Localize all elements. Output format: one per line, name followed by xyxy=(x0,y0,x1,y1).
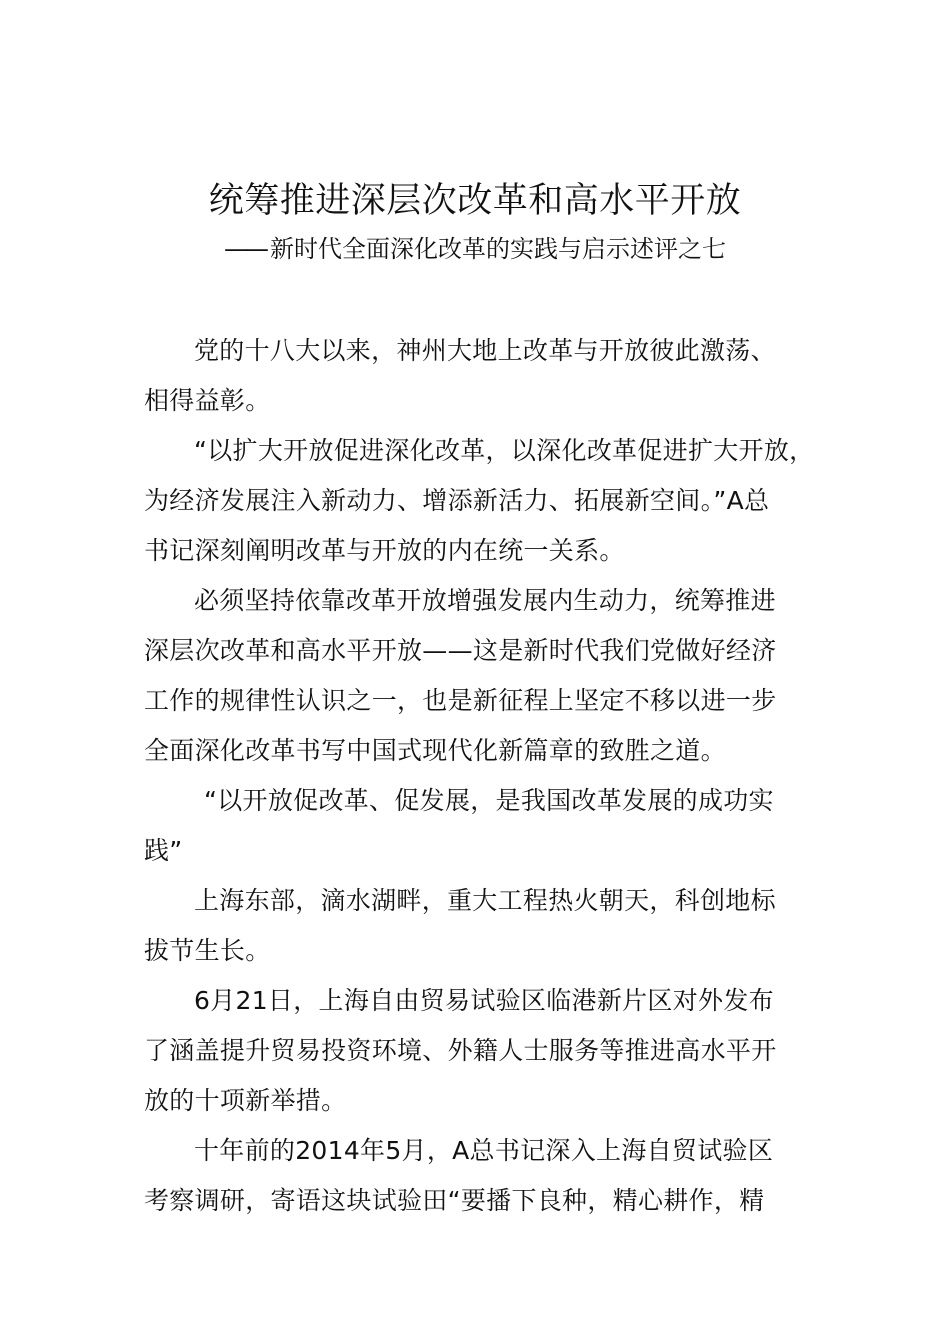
paragraph xyxy=(144,426,824,576)
paragraph-line: 放的十项新举措。 xyxy=(144,1086,347,1115)
paragraph-line: 必须坚持依靠改革开放增强发展内生动力，统筹推进 xyxy=(194,586,776,615)
paragraph-line: “以开放促改革、促发展，是我国改革发展的成功实 xyxy=(204,786,774,815)
paragraph-line: 工作的规律性认识之一，也是新征程上坚定不移以进一步 xyxy=(144,686,777,715)
paragraph-line: 党的十八大以来，神州大地上改革与开放彼此激荡、 xyxy=(194,336,776,365)
section-heading xyxy=(144,776,824,876)
subtitle-dash: —— xyxy=(224,235,266,263)
paragraph-line: 践” xyxy=(144,836,183,865)
paragraph-line: 考察调研，寄语这块试验田“要播下良种，精心耕作，精 xyxy=(144,1186,765,1215)
document-body xyxy=(144,326,824,1226)
paragraph-line: 相得益彰。 xyxy=(144,386,271,415)
document-subtitle xyxy=(0,229,950,269)
paragraph-line: 上海东部，滴水湖畔，重大工程热火朝天，科创地标 xyxy=(194,886,776,915)
document-title: 统筹推进深层次改革和高水平开放 xyxy=(208,181,742,221)
paragraph xyxy=(144,876,824,976)
subtitle-text: 新时代全面深化改革的实践与启示述评之七 xyxy=(270,235,726,263)
paragraph xyxy=(144,976,824,1126)
paragraph-line: 为经济发展注入新动力、增添新活力、拓展新空间。”A总 xyxy=(144,486,770,515)
paragraph-line: “以扩大开放促进深化改革，以深化改革促进扩大开放， xyxy=(194,436,815,465)
paragraph-line: 6月21日，上海自由贸易试验区临港新片区对外发布 xyxy=(194,986,774,1015)
paragraph xyxy=(144,1126,824,1226)
paragraph-line: 全面深化改革书写中国式现代化新篇章的致胜之道。 xyxy=(144,736,726,765)
paragraph-line: 了涵盖提升贸易投资环境、外籍人士服务等推进高水平开 xyxy=(144,1036,777,1065)
paragraph-line: 十年前的2014年5月，A总书记深入上海自贸试验区 xyxy=(194,1136,774,1165)
paragraph xyxy=(144,576,824,776)
paragraph-line: 拔节生长。 xyxy=(144,936,271,965)
paragraph xyxy=(144,326,824,426)
paragraph-line: 书记深刻阐明改革与开放的内在统一关系。 xyxy=(144,536,625,565)
paragraph-line: 深层次改革和高水平开放——这是新时代我们党做好经济 xyxy=(144,636,777,665)
